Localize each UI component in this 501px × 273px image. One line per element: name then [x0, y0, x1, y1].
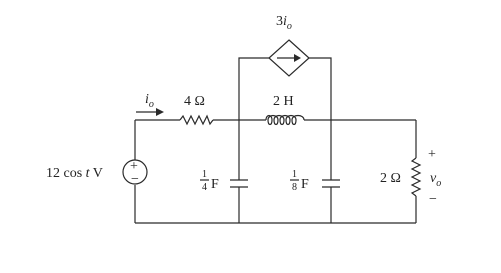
wire-dep-right	[309, 58, 331, 120]
resistor-2-label: 2 Ω	[380, 171, 401, 186]
source-minus: −	[131, 172, 139, 187]
wire-dep-left	[239, 58, 269, 120]
resistor-4-label: 4 Ω	[184, 94, 205, 109]
io-label: $i_o$	[145, 92, 154, 110]
resistor-2-ohm	[380, 147, 441, 207]
capacitor-quarter-f	[200, 169, 248, 193]
resistor-2-zigzag-icon	[412, 158, 420, 196]
cap1-den: 4	[202, 182, 207, 193]
vo-minus: −	[429, 192, 437, 207]
dependent-current-source	[269, 14, 309, 76]
arrow-head-icon	[294, 54, 301, 62]
current-arrow-head-icon	[156, 108, 164, 116]
cap2-den: 8	[292, 182, 297, 193]
source-plus: +	[130, 159, 138, 174]
dep-source-label: $3i_o$	[276, 14, 292, 32]
inductor-coil-icon	[266, 116, 304, 125]
wires	[135, 58, 416, 223]
inductor-2h	[266, 94, 304, 125]
capacitor-eighth-f	[290, 169, 340, 193]
cap1-num: 1	[202, 169, 207, 180]
resistor-4-ohm	[180, 94, 213, 124]
source-label: 12 cos t V	[46, 166, 103, 181]
cap2-num: 1	[292, 169, 297, 180]
current-io	[136, 92, 164, 116]
voltage-source	[46, 159, 147, 187]
vo-label: $v_o$	[430, 171, 442, 189]
cap2-unit: F	[301, 177, 309, 192]
resistor-zigzag-icon	[180, 116, 213, 124]
vo-plus: +	[428, 147, 436, 162]
cap1-unit: F	[211, 177, 219, 192]
inductor-label: 2 H	[273, 94, 294, 109]
